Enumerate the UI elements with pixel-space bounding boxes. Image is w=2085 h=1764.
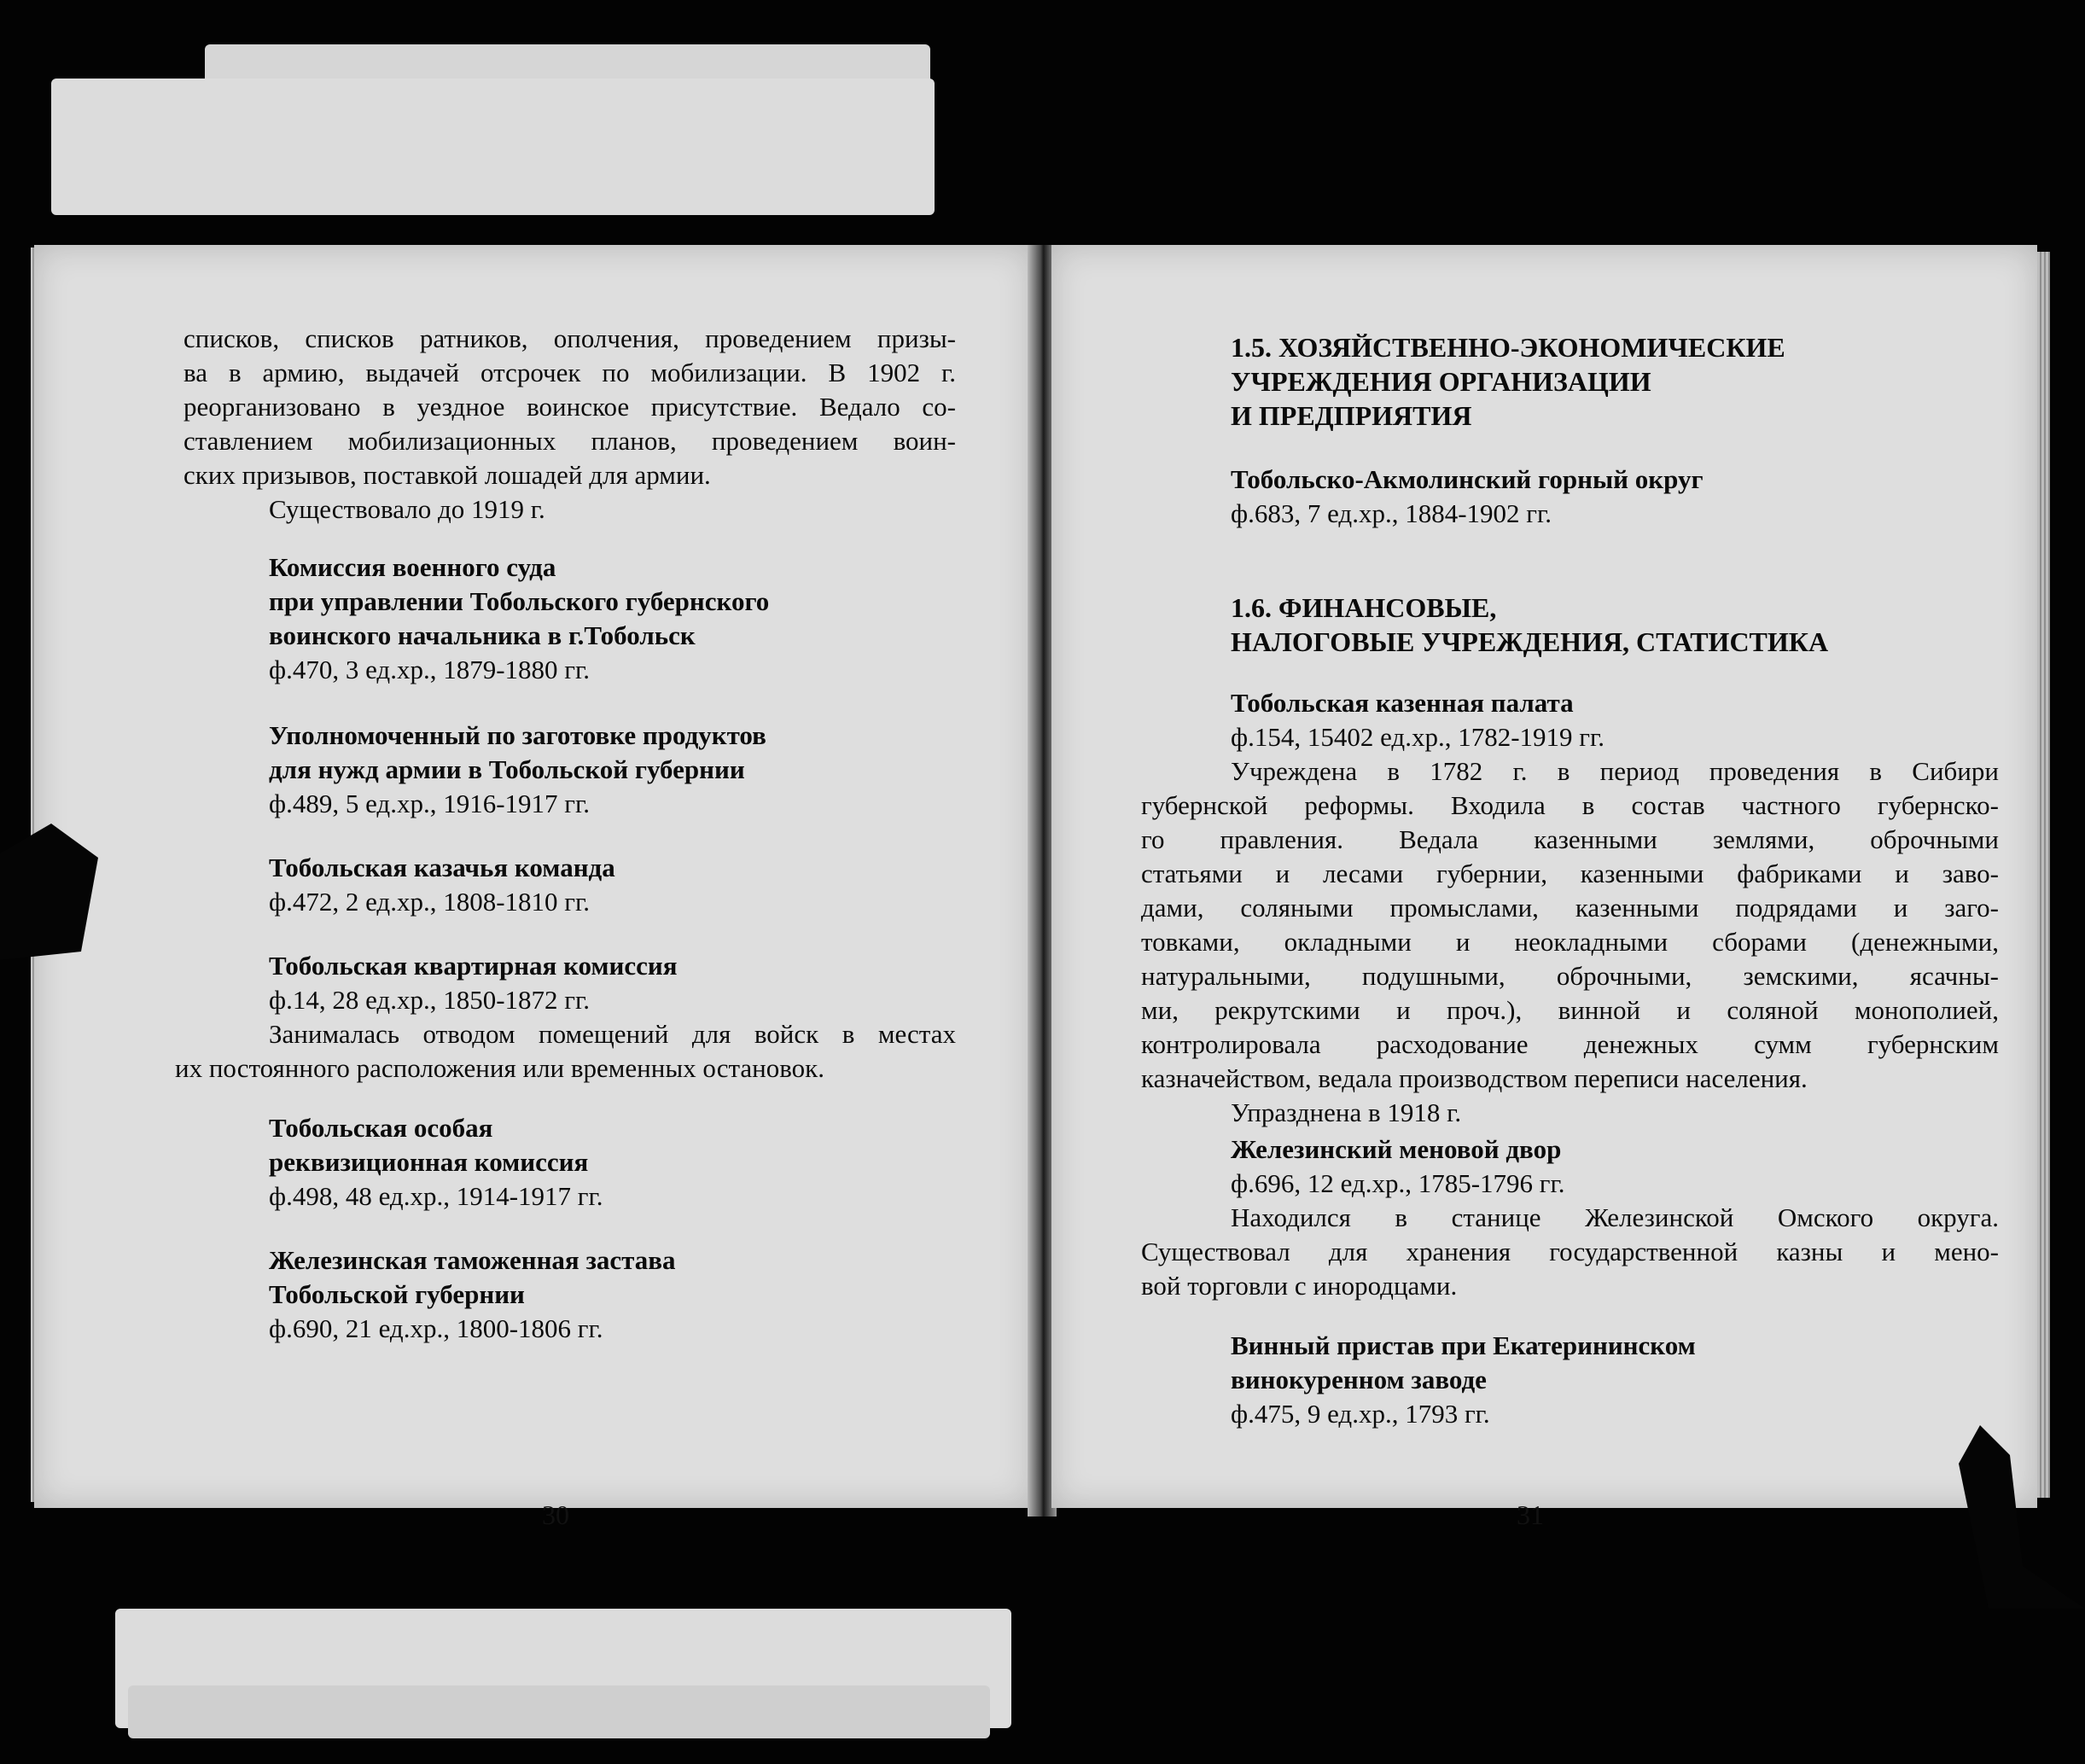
- entry-title: Тобольская казачья команда: [269, 853, 615, 882]
- entry-treasury-chamber: [1141, 686, 1999, 1130]
- entry-ref: ф.14, 28 ед.хр., 1850-1872 гг.: [269, 985, 590, 1015]
- entry-title: Тобольская особая: [269, 1113, 493, 1143]
- entry-ref: ф.470, 3 ед.хр., 1879-1880 гг.: [269, 655, 590, 684]
- entry-army-provisions: [269, 719, 969, 821]
- entry-title: винокуренном заводе: [1231, 1365, 1487, 1394]
- right-page: [1051, 245, 2037, 1530]
- entry-desc: казначейством, ведала производством переписи населения.: [1141, 1063, 1808, 1093]
- entry-ref: ф.472, 2 ед.хр., 1808-1810 гг.: [269, 887, 590, 917]
- entry-title: Тобольская квартирная комиссия: [269, 951, 678, 981]
- entry-desc: вой торговли с инородцами.: [1141, 1271, 1458, 1301]
- left-page-intro: [183, 322, 956, 527]
- entry-desc: контролировала расходование денежных сумм губернским: [1141, 1029, 1999, 1059]
- entry-title: при управлении Тобольского губернского: [269, 586, 770, 616]
- entry-title: воинского начальника в г.Тобольск: [269, 620, 696, 650]
- bottom-page-stack-back: [128, 1685, 990, 1738]
- intro-line: ских призывов, поставкой лошадей для армии.: [183, 460, 711, 490]
- entry-desc: Занималась отводом помещений для войск в местах: [269, 1019, 956, 1049]
- section-heading-1-5: [1231, 330, 1999, 433]
- entry-title: реквизиционная комиссия: [269, 1147, 589, 1177]
- entry-cossack-command: [269, 851, 969, 919]
- entry-customs-post: [269, 1243, 969, 1346]
- entry-title: Уполномоченный по заготовке продуктов: [269, 720, 766, 750]
- entry-ref: ф.154, 15402 ед.хр., 1782-1919 гг.: [1231, 722, 1605, 752]
- section-line: 1.5. ХОЗЯЙСТВЕННО-ЭКОНОМИЧЕСКИЕ: [1231, 332, 1785, 363]
- entry-title: Тобольской губернии: [269, 1279, 525, 1309]
- entry-ref: ф.683, 7 ед.хр., 1884-1902 гг.: [1231, 498, 1552, 528]
- entry-wine-bailiff: [1231, 1329, 1999, 1431]
- intro-line: реорганизовано в уездное воинское присутствие. Ведало со-: [183, 392, 956, 422]
- entry-title: Тобольская казенная палата: [1231, 688, 1574, 718]
- entry-title: Железинская таможенная застава: [269, 1245, 676, 1275]
- page-number-right: 31: [1517, 1499, 1544, 1530]
- entry-quarters-commission: [175, 949, 956, 1086]
- left-binder-clip: [0, 824, 102, 964]
- entry-desc: ми, рекрутскими и проч.), винной и соляной монополией,: [1141, 995, 1999, 1025]
- entry-ref: ф.696, 12 ед.хр., 1785-1796 гг.: [1231, 1168, 1565, 1198]
- entry-desc: товками, окладными и неокладными сборами (денежными,: [1141, 927, 1999, 957]
- entry-end: Упразднена в 1918 г.: [1231, 1097, 1462, 1127]
- right-binder-clip: [1954, 1425, 2085, 1609]
- section-heading-1-6: [1231, 591, 1999, 659]
- entry-desc: Учреждена в 1782 г. в период проведения в Сибири: [1231, 756, 1999, 786]
- entry-ref: ф.690, 21 ед.хр., 1800-1806 гг.: [269, 1313, 603, 1343]
- entry-requisition-commission: [269, 1111, 969, 1214]
- intro-line: списков, списков ратников, ополчения, проведением призы-: [183, 323, 956, 353]
- entry-title: Винный пристав при Екатерининском: [1231, 1330, 1696, 1360]
- intro-line: ва в армию, выдачей отсрочек по мобилизации. В 1902 г.: [183, 358, 956, 387]
- section-line: 1.6. ФИНАНСОВЫЕ,: [1231, 592, 1497, 623]
- entry-mining-district: [1231, 463, 1999, 531]
- entry-title: Железинский меновой двор: [1231, 1134, 1562, 1164]
- entry-desc: дами, соляными промыслами, казенными подрядами и заго-: [1141, 893, 1999, 923]
- intro-line: ставлением мобилизационных планов, проведением воин-: [183, 426, 956, 456]
- section-line: И ПРЕДПРИЯТИЯ: [1231, 400, 1472, 431]
- entry-ref: ф.489, 5 ед.хр., 1916-1917 гг.: [269, 789, 590, 818]
- entry-desc: губернской реформы. Входила в состав частного губернско-: [1141, 790, 1999, 820]
- left-page: [34, 245, 1033, 1530]
- top-page-stack: [51, 79, 935, 215]
- entry-ref: ф.498, 48 ед.хр., 1914-1917 гг.: [269, 1181, 603, 1211]
- entry-exchange-yard: [1141, 1132, 1999, 1303]
- entry-desc: го правления. Ведала казенными землями, оброчными: [1141, 824, 1999, 854]
- entry-desc: Существовал для хранения государственной казны и мено-: [1141, 1237, 1999, 1266]
- entry-title: Комиссия военного суда: [269, 552, 556, 582]
- entry-ref: ф.475, 9 ед.хр., 1793 гг.: [1231, 1399, 1490, 1429]
- entry-desc: Находился в станице Железинской Омского округа.: [1231, 1202, 1999, 1232]
- entry-military-court: [269, 550, 969, 687]
- entry-title: Тобольско-Акмолинский горный округ: [1231, 464, 1704, 494]
- entry-title: для нужд армии в Тобольской губернии: [269, 754, 745, 784]
- page-number-left: 30: [542, 1499, 569, 1530]
- entry-desc: статьями и лесами губернии, казенными фабриками и заво-: [1141, 859, 1999, 888]
- intro-end: Существовало до 1919 г.: [269, 494, 545, 524]
- entry-desc: их постоянного расположения или временных остановок.: [175, 1053, 824, 1083]
- entry-desc: натуральными, подушными, оброчными, земскими, ясачны-: [1141, 961, 1999, 991]
- section-line: НАЛОГОВЫЕ УЧРЕЖДЕНИЯ, СТАТИСТИКА: [1231, 626, 1829, 657]
- section-line: УЧРЕЖДЕНИЯ ОРГАНИЗАЦИИ: [1231, 366, 1651, 397]
